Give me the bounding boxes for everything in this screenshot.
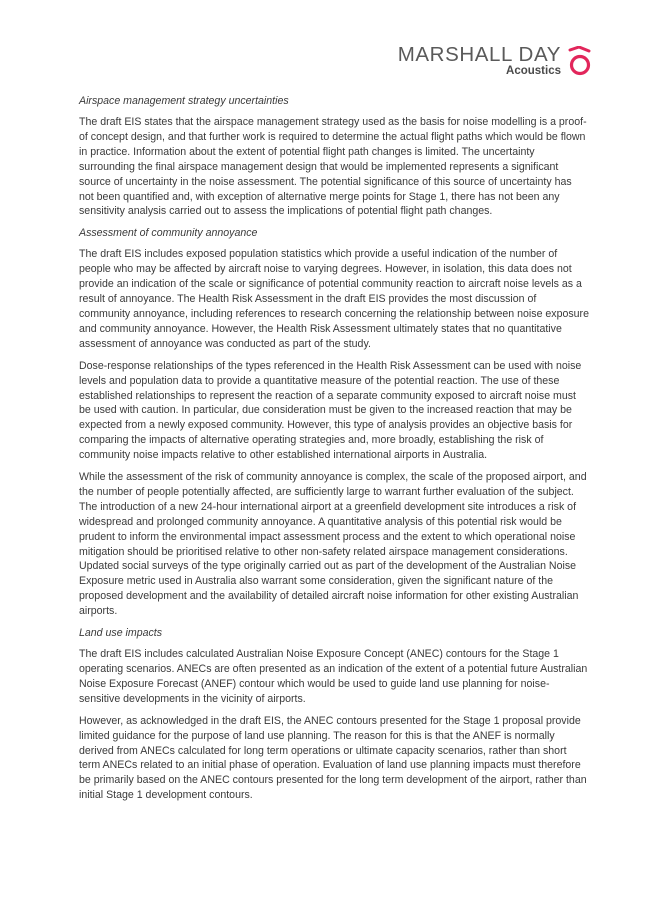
paragraph: The draft EIS includes calculated Australian Noise Exposure Concept (ANEC) contours for the Stage 1 operating scenarios. ANECs are often presented as an indication of the extent of a potential future Australian Noise Exposure Forecast (ANEF) contour which would be used to guide land use planning for noise-sensitive developments in the vicinity of airports.: [79, 648, 588, 705]
paragraph: While the assessment of the risk of community annoyance is complex, the scale of the proposed airport, and the number of people potentially affected, are sufficiently large to warrant further evaluation of the subject. The introduction of a new 24-hour international airport at a greenfield development site introduces a risk of widespread and prolonged community annoyance. A quantitative analysis of this potential risk would be prudent to inform the environmental impact assessment process and the extent to which operational noise mitigation should be prioritised relative to other non-safety related airspace management considerations. Updated social surveys of the type originally carried out as part of the development of the Australian Noise Exposure metric used in Australia also warrant some consideration, given the significant nature of the proposed development and the availability of detailed aircraft noise information for other existing Australian airports.: [79, 471, 587, 618]
logo-brand-name: MARSHALL DAY: [397, 43, 561, 66]
company-logo: [398, 44, 593, 78]
paragraph: Dose-response relationships of the types referenced in the Health Risk Assessment can be used with noise levels and population data to provide a quantitative measure of the potential reaction. The use of these established relationships to represent the reaction of a separate community exposed to aircraft noise must be used with caution. In particular, due consideration must be given to the increased reaction that may be expected from a newly exposed community. However, this type of analysis provides an objective basis for comparing the impacts of alternative operating strategies and, more broadly, establishing the risk of community noise impacts relative to other established international airports in Australia.: [79, 359, 582, 462]
section-community-annoyance: [79, 226, 589, 619]
paragraph: The draft EIS includes exposed population statistics which provide a useful indication of the number of people who may be affected by aircraft noise to varying degrees. However, in isolation, this data does not provide an indication of the scale or significance of potential community reaction to aircraft noise levels as a result of annoyance. The Health Risk Assessment in the draft EIS provides the most discussion of community annoyance, including references to research concerning the relationship between noise exposure and community annoyance. However, the Health Risk Assessment ultimately states that no quantitative assessment of annoyance was conducted as part of the study.: [79, 248, 589, 350]
section-heading: Airspace management strategy uncertainties: [79, 95, 289, 107]
document-body: [79, 94, 589, 810]
marshall-day-logo-icon: [567, 46, 593, 78]
paragraph: The draft EIS states that the airspace management strategy used as the basis for noise modelling is a proof-of concept design, and that further work is required to determine the actual flight paths which would be flown in practice. Information about the extent of potential flight path changes is limited. The uncertainty surrounding the final airspace management design that would be implemented represents a significant source of uncertainty in the noise assessment. The potential significance of this source of uncertainty has not been quantified and, with exception of alternative merge points for Stage 1, there has not been any sensitivity analysis carried out to assess the implications of potential flight path changes.: [79, 116, 587, 218]
section-airspace-uncertainties: [79, 94, 589, 219]
logo-text: [398, 44, 561, 78]
section-land-use-impacts: [79, 626, 589, 803]
logo-brand-subtitle: Acoustics: [506, 65, 561, 77]
paragraph: However, as acknowledged in the draft EIS, the ANEC contours presented for the Stage 1 proposal provide limited guidance for the purpose of land use planning. The reason for this is that the ANEF is normally derived from ANECs calculated for long term operations or ultimate capacity scenarios, rather than short term ANECs related to an initial phase of operation. Evaluation of land use planning impacts must therefore be primarily based on the ANEC contours presented for the long term development of the airport, rather than initial Stage 1 development contours.: [79, 714, 587, 802]
section-heading: Assessment of community annoyance: [79, 227, 258, 240]
section-heading: Land use impacts: [79, 627, 163, 640]
